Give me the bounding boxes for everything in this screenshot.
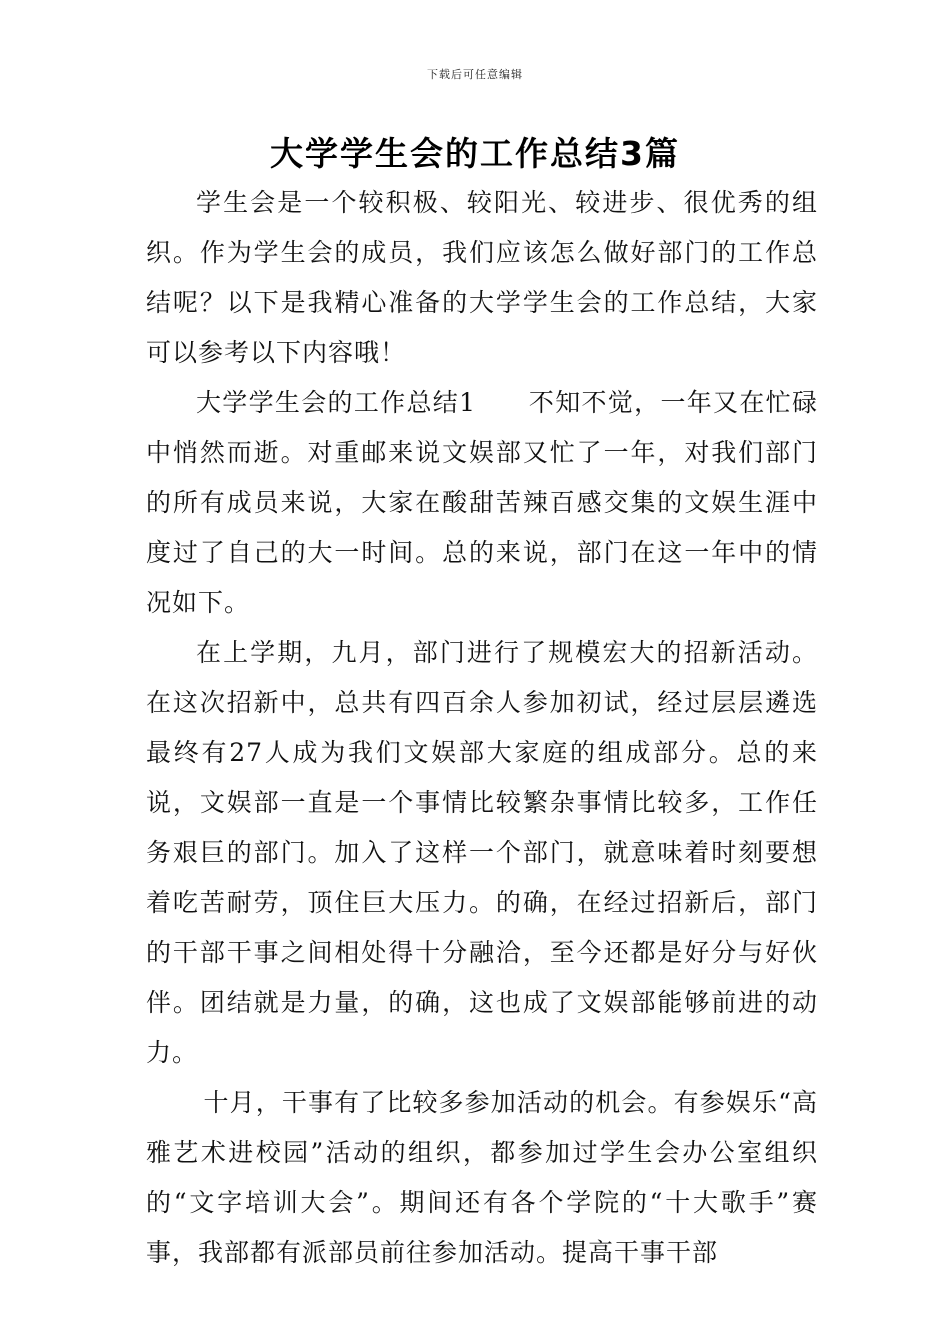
document-title: 大学学生会的工作总结3篇	[270, 134, 680, 173]
paragraph-october: 十月，干事有了比较多参加活动的机会。有参娱乐“高雅艺术进校园”活动的组织，都参加过学生会办公室组织的“文字培训大会”。期间还有各个学院的“十大歌手”赛事，我部都有派部员前往参加活动。提高干事干部	[146, 1088, 818, 1267]
paragraph-intro: 学生会是一个较积极、较阳光、较进步、很优秀的组织。作为学生会的成员，我们应该怎么做好部门的工作总结呢？以下是我精心准备的大学学生会的工作总结，大家可以参考以下内容哦！	[146, 188, 818, 367]
paragraph-recruitment: 在上学期，九月，部门进行了规模宏大的招新活动。在这次招新中，总共有四百余人参加初试，经过层层遴选最终有27人成为我们文娱部大家庭的组成部分。总的来说，文娱部一直是一个事情比较繁杂事情比较多，工作任务艰巨的部门。加入了这样一个部门，就意味着时刻要想着吃苦耐劳，顶住巨大压力。的确，在经过招新后，部门的干部干事之间相处得十分融洽，至今还都是好分与好伙伴。团结就是力量，的确，这也成了文娱部能够前进的动力。	[146, 638, 818, 1067]
document-body	[146, 178, 818, 1278]
header-note: 下载后可任意编辑	[427, 68, 523, 81]
paragraph-summary-1: 大学学生会的工作总结1 不知不觉，一年又在忙碌中悄然而逝。对重邮来说文娱部又忙了一年，对我们部门的所有成员来说，大家在酸甜苦辣百感交集的文娱生涯中度过了自己的大一时间。总的来说，部门在这一年中的情况如下。	[146, 388, 818, 617]
